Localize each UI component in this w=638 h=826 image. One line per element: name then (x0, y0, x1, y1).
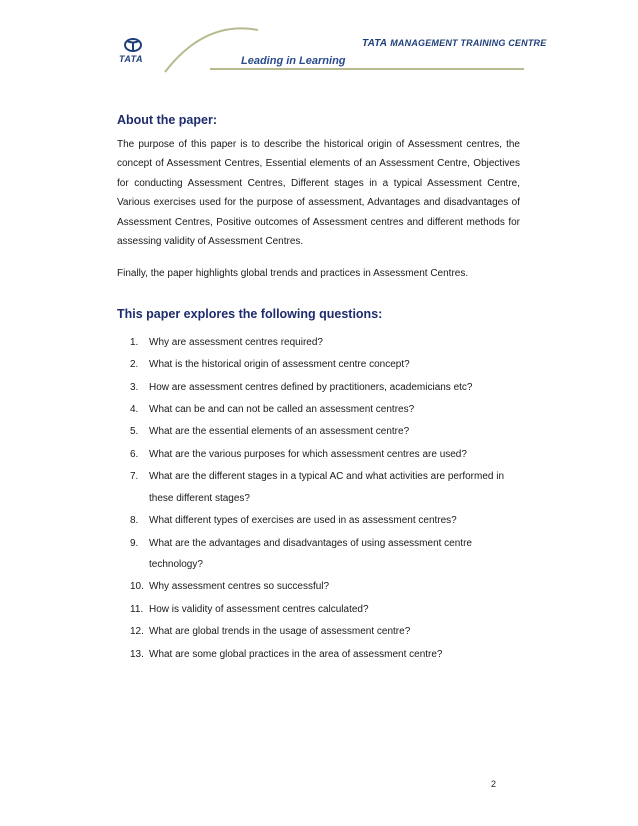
list-item (117, 354, 520, 375)
item-text-continued: technology? (149, 558, 203, 570)
item-number: 4. (130, 404, 139, 416)
page-content (117, 112, 520, 666)
item-text-continued: these different stages? (149, 492, 250, 504)
item-number: 7. (130, 471, 139, 483)
list-item (117, 466, 520, 509)
centre-name: MANAGEMENT TRAINING CENTRE (390, 38, 547, 48)
list-item (117, 421, 520, 442)
item-text: What can be and can not be called an assessment centres? (149, 404, 415, 416)
item-text: What are the different stages in a typical AC and what activities are performed in (149, 471, 504, 483)
about-closing: Finally, the paper highlights global trends and practices in Assessment Centres. (117, 268, 469, 280)
item-number: 6. (130, 448, 139, 460)
about-heading: About the paper: (117, 113, 217, 127)
list-item (117, 533, 520, 576)
item-text: Why are assessment centres required? (149, 336, 323, 348)
item-text: What are the advantages and disadvantages of using assessment centre (149, 537, 472, 549)
item-text: What is the historical origin of assessment centre concept? (149, 359, 410, 371)
item-number: 11. (130, 603, 144, 615)
item-number: 10. (130, 581, 144, 593)
item-number: 5. (130, 426, 139, 438)
list-item (117, 377, 520, 398)
list-item (117, 444, 520, 465)
questions-heading: This paper explores the following questions: (117, 306, 383, 321)
item-number: 13. (130, 648, 144, 660)
about-body: The purpose of this paper is to describe the historical origin of Assessment centres, the concept of Assessment Centres, Essential elements of an Assessment Centre, Objectives for conducting Assessment Centres, Different stages in a typical Assessment Centre, Various exercises used for the purpose of assessment, Advantages and disadvantages of Assessment Centres, Positive outcomes of Assessment centres and different methods for assessing validity of Assessment Centres. (117, 139, 520, 248)
list-item (117, 332, 520, 353)
item-number: 2. (130, 359, 139, 371)
item-text: What are the various purposes for which assessment centres are used? (149, 448, 467, 460)
logo-wordmark: TATA (119, 54, 143, 64)
brand-name: TATA (362, 38, 388, 49)
list-item (117, 599, 520, 620)
page-number: 2 (491, 779, 497, 789)
item-number: 3. (130, 381, 139, 393)
item-number: 1. (130, 336, 139, 348)
item-text: What are some global practices in the area of assessment centre? (149, 648, 443, 660)
centre-title (362, 38, 546, 49)
tata-logo-icon (125, 39, 141, 51)
questions-list (117, 332, 520, 665)
item-text: What different types of exercises are used in as assessment centres? (149, 515, 457, 527)
list-item (117, 399, 520, 420)
item-text: How is validity of assessment centres calculated? (149, 603, 369, 615)
page-header (0, 0, 638, 80)
item-number: 9. (130, 537, 139, 549)
item-number: 8. (130, 515, 139, 527)
item-text: How are assessment centres defined by practitioners, academicians etc? (149, 381, 473, 393)
list-item (117, 621, 520, 642)
item-number: 12. (130, 626, 144, 638)
list-item (117, 576, 520, 597)
item-text: Why assessment centres so successful? (149, 581, 330, 593)
list-item (117, 644, 520, 665)
item-text: What are the essential elements of an assessment centre? (149, 426, 410, 438)
tagline: Leading in Learning (241, 55, 346, 67)
list-item (117, 510, 520, 531)
item-text: What are global trends in the usage of assessment centre? (149, 626, 411, 638)
